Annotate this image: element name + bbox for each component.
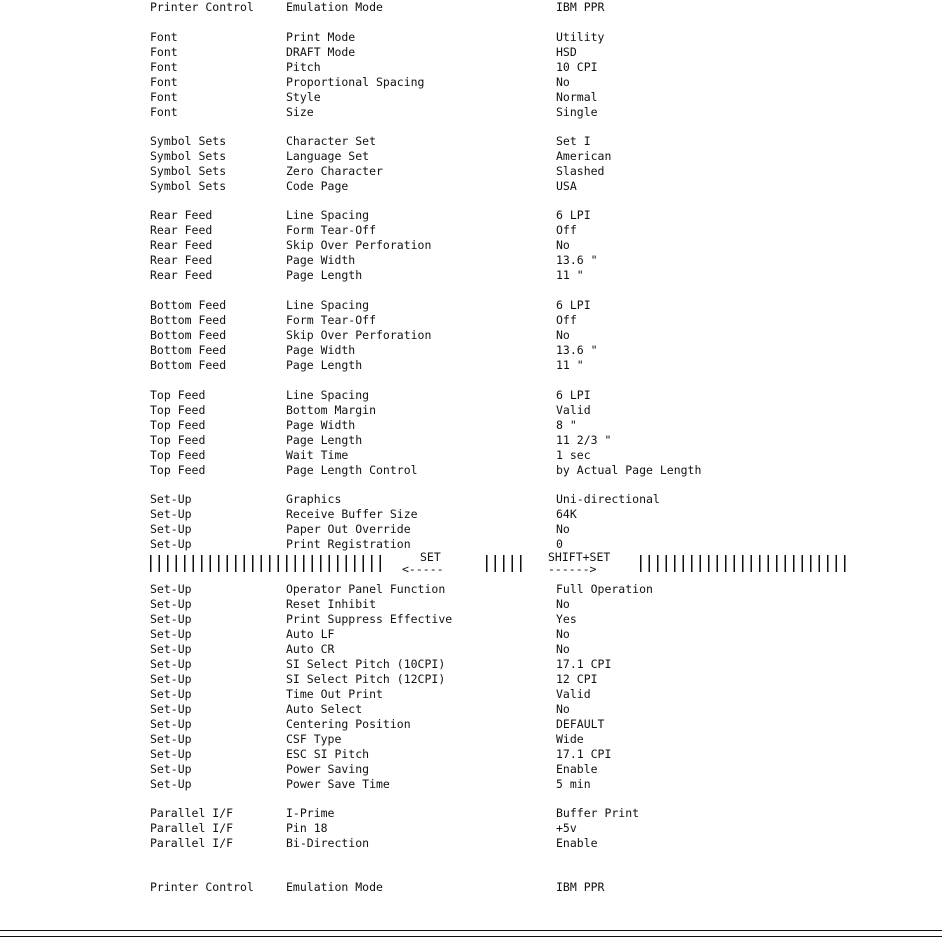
settings-row	[0, 657, 942, 672]
category-cell: Set-Up	[150, 612, 192, 626]
category-cell: Set-Up	[150, 657, 192, 671]
value-cell: 1 sec	[556, 448, 591, 462]
value-cell: American	[556, 149, 612, 163]
item-cell: Form Tear-Off	[286, 313, 377, 327]
category-cell: Symbol Sets	[150, 134, 227, 148]
category-cell: Printer Control	[150, 0, 254, 14]
settings-row	[0, 612, 942, 627]
settings-row	[0, 717, 942, 732]
value-cell: Uni-directional	[556, 492, 660, 506]
settings-row	[0, 448, 942, 463]
category-cell: Set-Up	[150, 777, 192, 791]
category-cell: Parallel I/F	[150, 806, 234, 820]
category-cell: Set-Up	[150, 717, 192, 731]
settings-row	[0, 0, 942, 15]
category-cell: Top Feed	[150, 403, 206, 417]
item-cell: DRAFT Mode	[286, 45, 356, 59]
settings-row	[0, 582, 942, 597]
item-cell: Operator Panel Function	[286, 582, 446, 596]
item-cell: Skip Over Perforation	[286, 328, 432, 342]
settings-row	[0, 777, 942, 792]
settings-row	[0, 418, 942, 433]
value-cell: Wide	[556, 732, 584, 746]
settings-row	[0, 268, 942, 283]
settings-row	[0, 597, 942, 612]
item-cell: I-Prime	[286, 806, 335, 820]
category-cell: Set-Up	[150, 627, 192, 641]
value-cell: Set I	[556, 134, 591, 148]
settings-row	[0, 298, 942, 313]
value-cell: 11 2/3 "	[556, 433, 612, 447]
category-cell: Set-Up	[150, 762, 192, 776]
value-cell: Utility	[556, 30, 605, 44]
value-cell: 6 LPI	[556, 298, 591, 312]
category-cell: Set-Up	[150, 492, 192, 506]
settings-row	[0, 134, 942, 149]
item-cell: Pitch	[286, 60, 321, 74]
settings-row	[0, 60, 942, 75]
category-cell: Font	[150, 30, 178, 44]
item-cell: Size	[286, 105, 314, 119]
value-cell: No	[556, 328, 570, 342]
category-cell: Font	[150, 105, 178, 119]
separator-bars-right	[640, 555, 852, 572]
value-cell: Buffer Print	[556, 806, 640, 820]
item-cell: Skip Over Perforation	[286, 238, 432, 252]
category-cell: Set-Up	[150, 702, 192, 716]
category-cell: Font	[150, 75, 178, 89]
value-cell: Single	[556, 105, 598, 119]
value-cell: +5v	[556, 821, 577, 835]
value-cell: DEFAULT	[556, 717, 605, 731]
value-cell: HSD	[556, 45, 577, 59]
value-cell: 5 min	[556, 777, 591, 791]
settings-row	[0, 642, 942, 657]
category-cell: Symbol Sets	[150, 164, 227, 178]
category-cell: Top Feed	[150, 448, 206, 462]
set-arrow: <-----	[402, 562, 444, 576]
settings-row	[0, 821, 942, 836]
value-cell: 64K	[556, 507, 577, 521]
value-cell: 10 CPI	[556, 60, 598, 74]
value-cell: Enable	[556, 762, 598, 776]
value-cell: No	[556, 702, 570, 716]
settings-row	[0, 702, 942, 717]
item-cell: SI Select Pitch (12CPI)	[286, 672, 446, 686]
settings-row	[0, 30, 942, 45]
value-cell: No	[556, 522, 570, 536]
category-cell: Bottom Feed	[150, 298, 227, 312]
set-label: SET	[420, 550, 441, 564]
category-cell: Set-Up	[150, 507, 192, 521]
footer-rule-bottom	[0, 936, 942, 937]
shift-set-label: SHIFT+SET	[548, 550, 611, 564]
value-cell: IBM PPR	[556, 0, 605, 14]
item-cell: Power Saving	[286, 762, 370, 776]
value-cell: Full Operation	[556, 582, 653, 596]
separator-bars-left	[150, 555, 382, 572]
item-cell: Style	[286, 90, 321, 104]
value-cell: 11 "	[556, 268, 584, 282]
item-cell: Page Length Control	[286, 463, 418, 477]
value-cell: 12 CPI	[556, 672, 598, 686]
value-cell: 11 "	[556, 358, 584, 372]
category-cell: Bottom Feed	[150, 328, 227, 342]
category-cell: Rear Feed	[150, 208, 213, 222]
value-cell: Slashed	[556, 164, 605, 178]
settings-row	[0, 403, 942, 418]
settings-row	[0, 149, 942, 164]
settings-row	[0, 328, 942, 343]
value-cell: Enable	[556, 836, 598, 850]
item-cell: CSF Type	[286, 732, 342, 746]
value-cell: Off	[556, 313, 577, 327]
item-cell: Print Registration	[286, 537, 411, 551]
category-cell: Top Feed	[150, 433, 206, 447]
footer-rule-top	[0, 930, 942, 931]
value-cell: 13.6 "	[556, 253, 598, 267]
category-cell: Set-Up	[150, 522, 192, 536]
value-cell: Yes	[556, 612, 577, 626]
item-cell: Bi-Direction	[286, 836, 370, 850]
category-cell: Rear Feed	[150, 238, 213, 252]
settings-row	[0, 75, 942, 90]
value-cell: 17.1 CPI	[556, 747, 612, 761]
category-cell: Top Feed	[150, 463, 206, 477]
item-cell: Reset Inhibit	[286, 597, 377, 611]
settings-row	[0, 105, 942, 120]
item-cell: Page Length	[286, 358, 363, 372]
value-cell: Off	[556, 223, 577, 237]
category-cell: Parallel I/F	[150, 836, 234, 850]
item-cell: Auto LF	[286, 627, 335, 641]
category-cell: Rear Feed	[150, 253, 213, 267]
value-cell: 13.6 "	[556, 343, 598, 357]
settings-row	[0, 522, 942, 537]
item-cell: Zero Character	[286, 164, 383, 178]
value-cell: 0	[556, 537, 563, 551]
item-cell: Pin 18	[286, 821, 328, 835]
value-cell: No	[556, 642, 570, 656]
settings-row	[0, 90, 942, 105]
category-cell: Bottom Feed	[150, 343, 227, 357]
item-cell: Power Save Time	[286, 777, 390, 791]
item-cell: Auto Select	[286, 702, 363, 716]
category-cell: Rear Feed	[150, 223, 213, 237]
settings-row	[0, 762, 942, 777]
value-cell: Valid	[556, 687, 591, 701]
item-cell: Centering Position	[286, 717, 411, 731]
value-cell: No	[556, 627, 570, 641]
category-cell: Parallel I/F	[150, 821, 234, 835]
value-cell: IBM PPR	[556, 880, 605, 894]
value-cell: Valid	[556, 403, 591, 417]
item-cell: Print Suppress Effective	[286, 612, 453, 626]
settings-row	[0, 208, 942, 223]
item-cell: Page Length	[286, 433, 363, 447]
category-cell: Set-Up	[150, 687, 192, 701]
settings-row	[0, 343, 942, 358]
settings-row	[0, 507, 942, 522]
category-cell: Set-Up	[150, 642, 192, 656]
category-cell: Bottom Feed	[150, 358, 227, 372]
item-cell: SI Select Pitch (10CPI)	[286, 657, 446, 671]
item-cell: ESC SI Pitch	[286, 747, 370, 761]
item-cell: Paper Out Override	[286, 522, 411, 536]
value-cell: No	[556, 75, 570, 89]
item-cell: Auto CR	[286, 642, 335, 656]
settings-row	[0, 687, 942, 702]
item-cell: Form Tear-Off	[286, 223, 377, 237]
separator-bars-middle	[486, 555, 528, 572]
item-cell: Bottom Margin	[286, 403, 377, 417]
category-cell: Font	[150, 90, 178, 104]
settings-row	[0, 732, 942, 747]
item-cell: Code Page	[286, 179, 349, 193]
item-cell: Character Set	[286, 134, 377, 148]
value-cell: USA	[556, 179, 577, 193]
category-cell: Font	[150, 60, 178, 74]
value-cell: No	[556, 597, 570, 611]
item-cell: Line Spacing	[286, 298, 370, 312]
category-cell: Set-Up	[150, 747, 192, 761]
item-cell: Receive Buffer Size	[286, 507, 418, 521]
settings-row	[0, 747, 942, 762]
category-cell: Rear Feed	[150, 268, 213, 282]
settings-row	[0, 45, 942, 60]
category-cell: Set-Up	[150, 582, 192, 596]
item-cell: Page Length	[286, 268, 363, 282]
category-cell: Symbol Sets	[150, 149, 227, 163]
item-cell: Wait Time	[286, 448, 349, 462]
value-cell: 8 "	[556, 418, 577, 432]
item-cell: Print Mode	[286, 30, 356, 44]
settings-row	[0, 880, 942, 895]
item-cell: Emulation Mode	[286, 0, 383, 14]
value-cell: by Actual Page Length	[556, 463, 702, 477]
category-cell: Set-Up	[150, 597, 192, 611]
settings-row	[0, 492, 942, 507]
settings-row	[0, 238, 942, 253]
menu-separator-strip	[150, 550, 852, 576]
settings-row	[0, 433, 942, 448]
category-cell: Printer Control	[150, 880, 254, 894]
value-cell: 17.1 CPI	[556, 657, 612, 671]
item-cell: Page Width	[286, 253, 356, 267]
category-cell: Set-Up	[150, 732, 192, 746]
shift-set-arrow: ------>	[548, 562, 597, 576]
settings-row	[0, 164, 942, 179]
item-cell: Line Spacing	[286, 208, 370, 222]
settings-row	[0, 179, 942, 194]
settings-row	[0, 223, 942, 238]
settings-row	[0, 836, 942, 851]
settings-row	[0, 463, 942, 478]
settings-row	[0, 627, 942, 642]
settings-row	[0, 672, 942, 687]
value-cell: No	[556, 238, 570, 252]
settings-row	[0, 388, 942, 403]
category-cell: Top Feed	[150, 418, 206, 432]
category-cell: Font	[150, 45, 178, 59]
category-cell: Set-Up	[150, 672, 192, 686]
item-cell: Proportional Spacing	[286, 75, 425, 89]
value-cell: Normal	[556, 90, 598, 104]
settings-row	[0, 313, 942, 328]
item-cell: Emulation Mode	[286, 880, 383, 894]
settings-row	[0, 806, 942, 821]
item-cell: Graphics	[286, 492, 342, 506]
item-cell: Line Spacing	[286, 388, 370, 402]
value-cell: 6 LPI	[556, 208, 591, 222]
settings-row	[0, 358, 942, 373]
category-cell: Top Feed	[150, 388, 206, 402]
settings-row	[0, 253, 942, 268]
value-cell: 6 LPI	[556, 388, 591, 402]
category-cell: Set-Up	[150, 537, 192, 551]
category-cell: Symbol Sets	[150, 179, 227, 193]
item-cell: Page Width	[286, 343, 356, 357]
item-cell: Time Out Print	[286, 687, 383, 701]
item-cell: Language Set	[286, 149, 370, 163]
category-cell: Bottom Feed	[150, 313, 227, 327]
item-cell: Page Width	[286, 418, 356, 432]
settings-row	[0, 537, 942, 552]
